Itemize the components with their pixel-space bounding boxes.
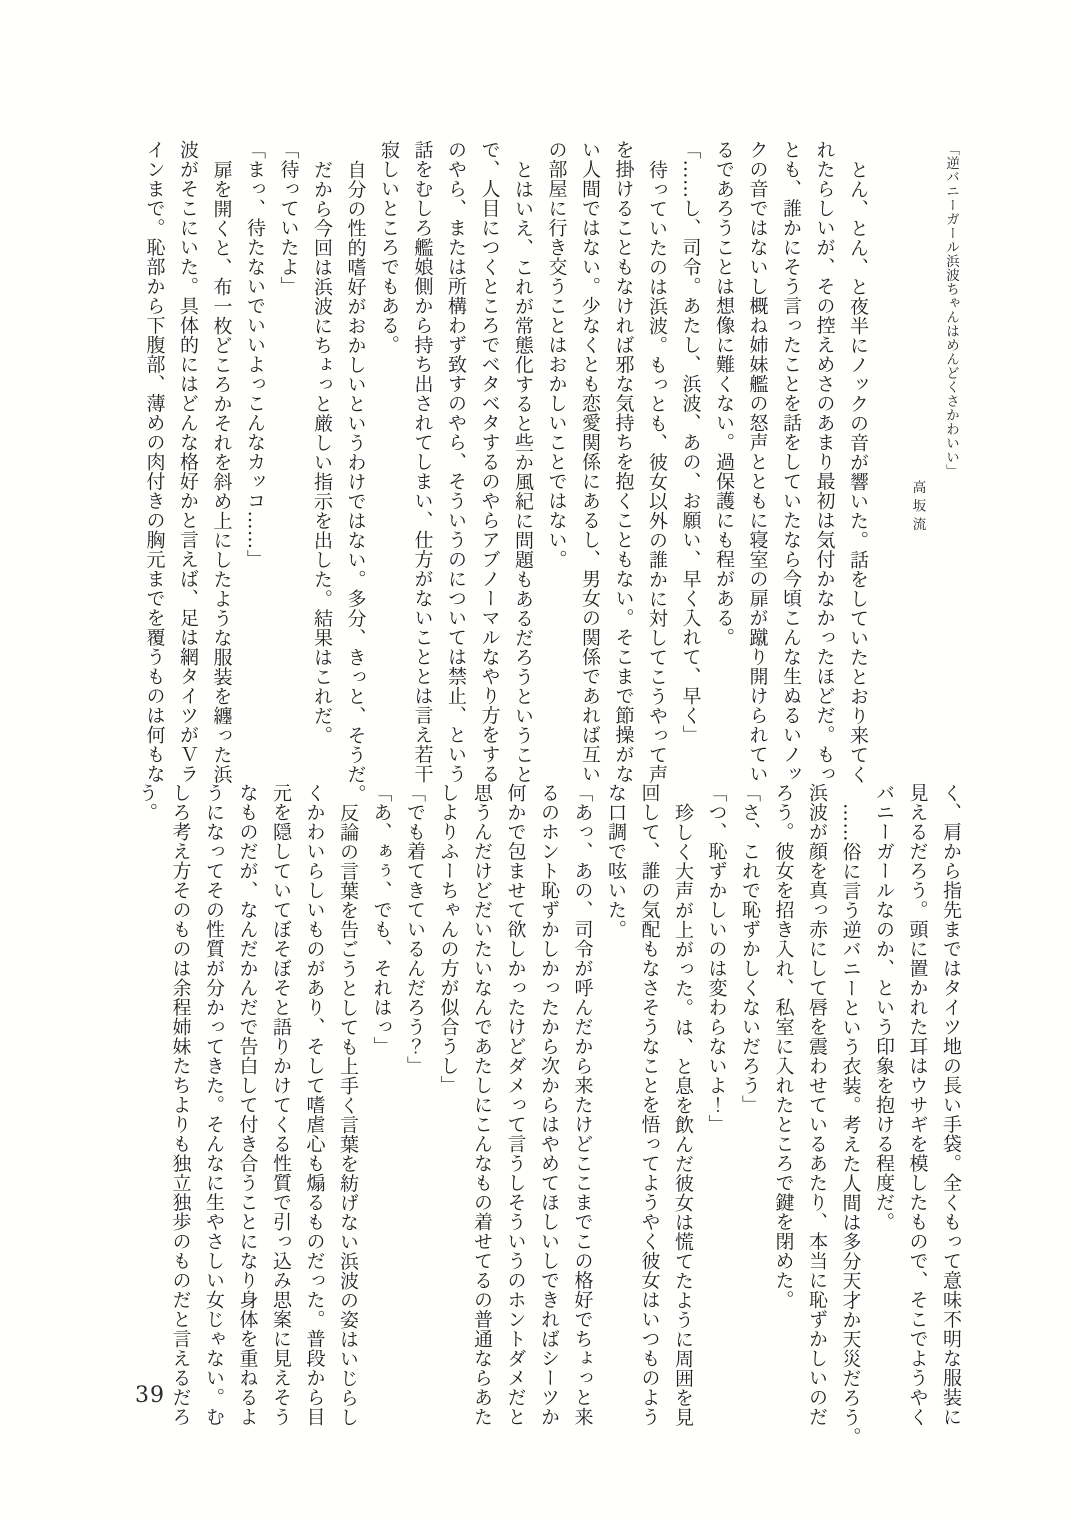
text-column: 待っていたのは浜波。もっとも、彼女以外の誰かに対してこうやって声 [646,159,668,784]
story-title: 「逆バニーガール浜波ちゃんはめんどくさかわいい」 [943,142,959,478]
page-number: 39 [135,1383,165,1408]
text-column: ろう。彼女を招き入れ、私室に入れたところで鍵を閉めた。 [772,783,795,1310]
text-column: を掛けることもなければ邪な気持ちを抱くこともない。そこまで節操がな [612,140,635,784]
text-column: 「まっ、待たないでいいよっこんなカッコ……」 [244,140,266,569]
text-column: れたらしいが、その控えめさのあまり最初は気付かなかったほどだ。もっ [813,140,836,784]
text-column: 「さ、これで恥ずかしくないだろう」 [739,783,761,1115]
text-column: 反論の言葉を告ごうとしても上手く言葉を紡げない浜波の姿はいじらし [337,802,359,1427]
text-column: うになってその性質が分かってきた。そんなに生やさしい女じゃない。む [203,783,225,1427]
text-column: 自分の性的嗜好がおかしいというわけではない。多分、きっと、そうだ。 [344,159,367,803]
text-column: 見えるだろう。頭に置かれた耳はウサギを模したもので、そこでようやく [906,783,929,1427]
text-column: な口調で呟いた。 [605,783,627,939]
text-column: 思うんだけどだいたいなんであたしにこんなもの着せてるの普通ならあた [471,783,493,1427]
text-column: とはいえ、これが常態化すると些か風紀に問題もあるだろうということ [512,159,534,784]
author-name: 高坂流 [909,480,926,536]
text-column: う。 [136,783,158,822]
text-column: しろ考え方そのものは余程姉妹たちよりも独立独歩のものだと言えるだろ [169,783,192,1427]
text-column: るであろうことは想像に難くない。過保護にも程がある。 [713,140,735,647]
text-column: 「あ、ぁぅ、でも、それはっ」 [370,783,393,1056]
text-column: 何かで包ませて欲しかったけどダメって言うしそういうのホントダメだと [504,783,527,1427]
text-column: 回して、誰の気配もなさそうなことを悟ってようやく彼女はいつものよう [638,783,661,1427]
text-column: くかわいらしいものがあり、そして嗜虐心も煽るものだった。普段から目 [303,783,326,1427]
text-column: の部屋に行き交うことはおかしいことではない。 [545,140,568,569]
text-column: 珍しく大声が上がった。は、と息を飲んだ彼女は慌てたように周囲を見 [672,802,694,1427]
text-column: 「あっ、あの、司令が呼んだから来たけどここまでこの格好でちょっと来 [571,783,594,1427]
text-column: 寂しいところでもある。 [378,140,400,355]
text-block-lower [130,783,968,1446]
text-column: 扉を開くと、布一枚どころかそれを斜め上にしたような服装を纏った浜 [210,159,233,784]
text-column: とも、誰かにそう言ったことを話をしていたなら今頃こんな生ぬるいノッ [780,140,802,784]
text-column: 元を隠していてぼそぼそと語りかけてくる性質で引っ込み思案に見えそう [270,783,292,1427]
text-column: なものだが、なんだかんだで告白して付き合うことになり身体を重ねるよ [236,783,259,1427]
text-block-upper [137,140,967,803]
text-column: るのホント恥ずかしかったから次からはやめてほしいしできればシーツか [538,783,560,1427]
text-column: く、肩から指先まではタイツ地の長い手袋。全くもって意味不明な服装に [940,783,962,1427]
text-column: 浜波が顔を真っ赤にして唇を震わせているあたり、本当に恥ずかしいのだ [806,783,828,1427]
text-column: 「待っていたよ」 [277,140,300,296]
text-column: 話をむしろ艦娘側から持ち出されてしまい、仕方がないこととは言え若干 [411,140,434,784]
text-column: ……俗に言う逆バニーという衣装。考えた人間は多分天才か天災だろう。 [839,802,862,1446]
text-column: しよりふーちゃんの方が似合うし」 [437,783,460,1095]
text-column: のやら、または所構わず致すのやら、そういうのについては禁止、という [445,140,467,784]
text-column: 「つ、恥ずかしいのは変わらないよ！」 [705,783,728,1134]
text-column: 「でも着てきているんだろう？」 [404,783,426,1076]
text-column: で、人目につくところでベタベタするのやらアブノーマルなやり方をする [478,140,501,784]
text-column: バニーガールなのか、という印象を抱ける程度だ。 [873,783,895,1232]
text-column: クの音ではないし概ね姉妹艦の怒声とともに寝室の扉が蹴り開けられてい [746,140,769,784]
text-column: 波がそこにいた。具体的にはどんな格好かと言えば、足は網タイツがＶラ [177,140,199,784]
text-column: 「……し、司令。あたし、浜波、あの、お願い、早く入れて、早く」 [679,140,702,745]
text-column: い人間ではない。少なくとも恋愛関係にあるし、男女の関係であれば互い [579,140,601,784]
text-column: インまで。恥部から下腹部、薄めの肉付きの胸元までを覆うものは何もな [143,140,166,784]
text-column: だから今回は浜波にちょっと厳しい指示を出した。結果はこれだ。 [311,159,333,745]
text-column: とん、とん、と夜半にノックの音が響いた。話をしていたとおり来てく [847,159,869,784]
